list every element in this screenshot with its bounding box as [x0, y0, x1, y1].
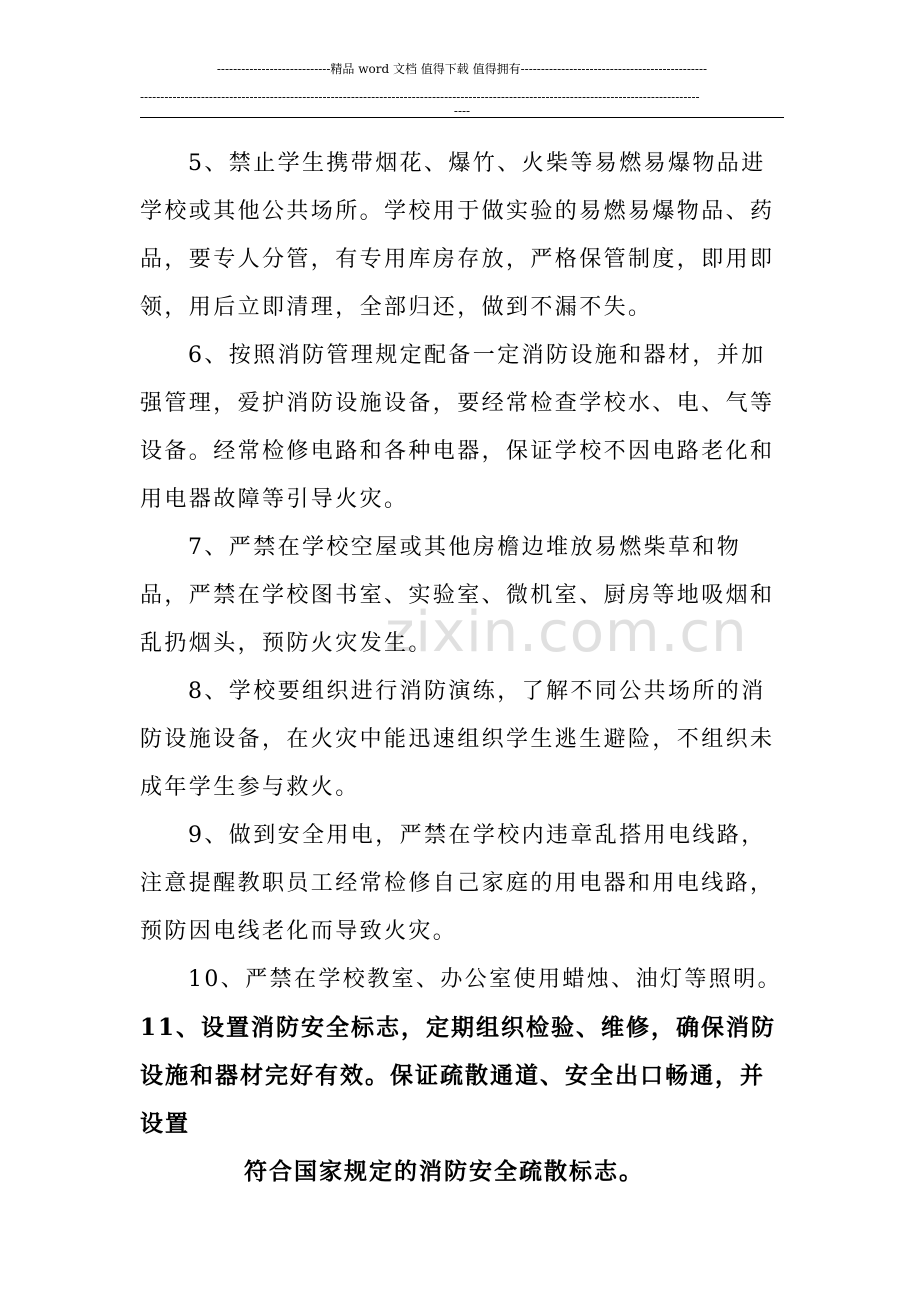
header-dash-tail: ---- — [453, 104, 471, 118]
watermark: zixin.com.cn — [385, 600, 748, 665]
paragraph-5: 5、禁止学生携带烟花、爆竹、火柴等易燃易爆物品进学校或其他公共场所。学校用于做实验的易燃易爆物品、药品，要专人分管，有专用库房存放，严格保管制度，即用即领，用后立即清理，全部归还，做到不漏不失。 — [140, 151, 775, 320]
paragraph-10: 10、严禁在学校教室、办公室使用蜡烛、油灯等照明。 — [188, 967, 782, 992]
paragraph-6: 6、按照消防管理规定配备一定消防设施和器材，并加强管理，爱护消防设施设备，要经常检查学校水、电、气等设备。经常检修电路和各种电器，保证学校不因电路老化和用电器故障等引导火灾。 — [140, 343, 775, 512]
paragraph-7: 7、严禁在学校空屋或其他房檐边堆放易燃柴草和物品，严禁在学校图书室、实验室、微机室、厨房等地吸烟和乱扔烟头，预防火灾发生。 — [140, 535, 775, 656]
page-header — [140, 62, 784, 118]
paragraph-9: 9、做到安全用电，严禁在学校内违章乱搭用电线路，注意提醒教职员工经常检修自己家庭的用电器和用电线路，预防因电线老化而导致火灾。 — [140, 823, 775, 944]
paragraph-11: 11、设置消防安全标志，定期组织检验、维修，确保消防设施和器材完好有效。保证疏散通道、安全出口畅通，并设置 — [140, 1014, 777, 1137]
paragraph-8: 8、学校要组织进行消防演练，了解不同公共场所的消防设施设备，在火灾中能迅速组织学生逃生避险，不组织未成年学生参与救火。 — [140, 679, 775, 800]
header-rule — [140, 117, 784, 118]
header-dash-line: ------------------------------------------------------------------------------------------------------------------------------------------ — [140, 90, 700, 104]
document-body — [140, 140, 784, 1196]
header-banner: ----------------------------精品 word 文档 值得下载 值得拥有---------------------------------------------- — [216, 62, 708, 76]
paragraph-11-last-line: 符合国家规定的消防安全疏散标志。 — [244, 1158, 644, 1185]
